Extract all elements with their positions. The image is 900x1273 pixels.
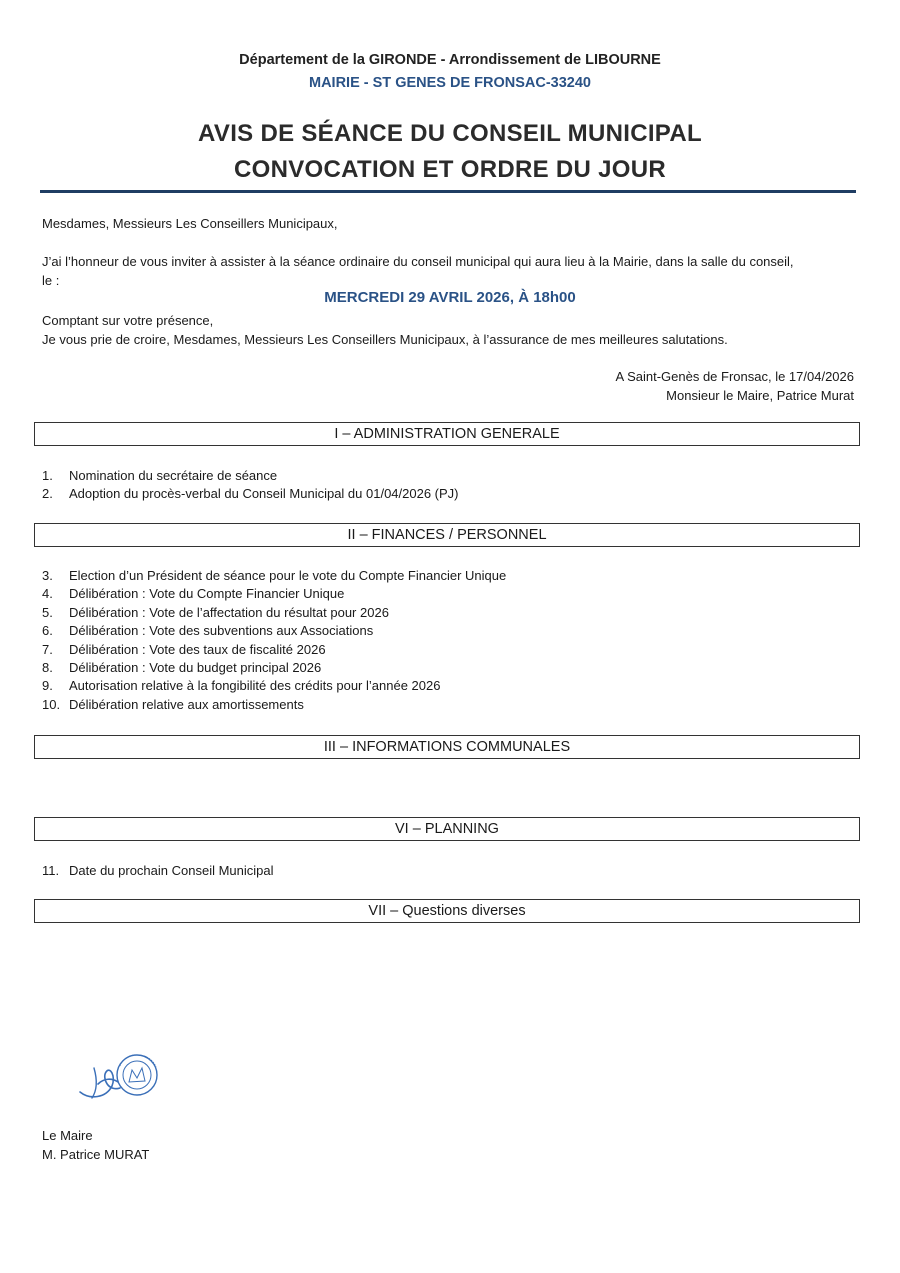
salutation: Mesdames, Messieurs Les Conseillers Municipaux,	[42, 216, 338, 231]
agenda-item	[42, 467, 459, 485]
meeting-date: MERCREDI 29 AVRIL 2026, À 18h00	[324, 289, 576, 306]
document-title: AVIS DE SÉANCE DU CONSEIL MUNICIPAL	[198, 120, 702, 147]
footer-role: Le Maire	[42, 1128, 93, 1143]
agenda-item-text: Délibération relative aux amortissements	[69, 696, 304, 712]
agenda-item	[42, 696, 506, 714]
mairie-header: MAIRIE - ST GENES DE FRONSAC-33240	[309, 75, 591, 91]
place-date: A Saint-Genès de Fronsac, le 17/04/2026	[615, 369, 854, 384]
title-divider	[40, 190, 856, 193]
agenda-item-number: 11.	[42, 863, 60, 878]
agenda-item-number: 6.	[42, 623, 53, 639]
closing-line-2: Je vous prie de croire, Mesdames, Messieurs Les Conseillers Municipaux, à l’assurance de mes meilleures salutations.	[42, 332, 728, 347]
invitation-line-2: le :	[42, 273, 60, 288]
agenda-item-number: 9.	[42, 678, 53, 694]
agenda-item-text: Délibération : Vote des subventions aux Associations	[69, 623, 374, 639]
agenda-list-planning	[42, 862, 274, 880]
agenda-item-text: Autorisation relative à la fongibilité des crédits pour l’année 2026	[69, 678, 441, 694]
agenda-item	[42, 585, 506, 603]
agenda-item	[42, 641, 506, 659]
agenda-item-text: Délibération : Vote du Compte Financier Unique	[69, 586, 345, 602]
agenda-list-administration	[42, 467, 459, 504]
department-header: Département de la GIRONDE - Arrondissement de LIBOURNE	[239, 52, 661, 68]
agenda-item-text: Délibération : Vote de l’affectation du résultat pour 2026	[69, 604, 389, 620]
section-heading-questions: VII – Questions diverses	[34, 899, 860, 923]
document-subtitle: CONVOCATION ET ORDRE DU JOUR	[234, 156, 666, 183]
agenda-item	[42, 567, 506, 585]
agenda-item-number: 5.	[42, 604, 53, 620]
agenda-item-text: Date du prochain Conseil Municipal	[69, 863, 274, 878]
agenda-item-number: 7.	[42, 641, 53, 657]
agenda-item	[42, 604, 506, 622]
agenda-item	[42, 862, 274, 880]
section-heading-planning: VI – PLANNING	[34, 817, 860, 841]
agenda-item-number: 1.	[42, 468, 53, 483]
footer-name: M. Patrice MURAT	[42, 1147, 150, 1162]
agenda-list-finances	[42, 567, 506, 714]
closing-line-1: Comptant sur votre présence,	[42, 313, 214, 328]
agenda-item	[42, 485, 459, 503]
agenda-item-text: Délibération : Vote du budget principal 2026	[69, 659, 322, 675]
section-heading-administration: I – ADMINISTRATION GENERALE	[34, 422, 860, 446]
agenda-item-number: 8.	[42, 659, 53, 675]
section-heading-informations: III – INFORMATIONS COMMUNALES	[34, 735, 860, 759]
agenda-item-text: Election d’un Président de séance pour le vote du Compte Financier Unique	[69, 568, 507, 583]
section-heading-finances: II – FINANCES / PERSONNEL	[34, 523, 860, 547]
agenda-item-number: 2.	[42, 486, 53, 502]
agenda-item	[42, 659, 506, 677]
agenda-item	[42, 677, 506, 695]
agenda-item-number: 10.	[42, 696, 61, 712]
invitation-line-1: J’ai l’honneur de vous inviter à assister à la séance ordinaire du conseil municipal qui aura lieu à la Mairie, dans la salle du conseil,	[42, 254, 794, 269]
signature-stamp-icon	[76, 1048, 162, 1104]
signatory: Monsieur le Maire, Patrice Murat	[666, 388, 854, 403]
agenda-item-number: 4.	[42, 586, 53, 602]
agenda-item-text: Nomination du secrétaire de séance	[69, 468, 278, 483]
agenda-item-text: Délibération : Vote des taux de fiscalité 2026	[69, 641, 326, 657]
agenda-item	[42, 622, 506, 640]
agenda-item-number: 3.	[42, 568, 53, 583]
agenda-item-text: Adoption du procès-verbal du Conseil Municipal du 01/04/2026 (PJ)	[69, 486, 459, 502]
